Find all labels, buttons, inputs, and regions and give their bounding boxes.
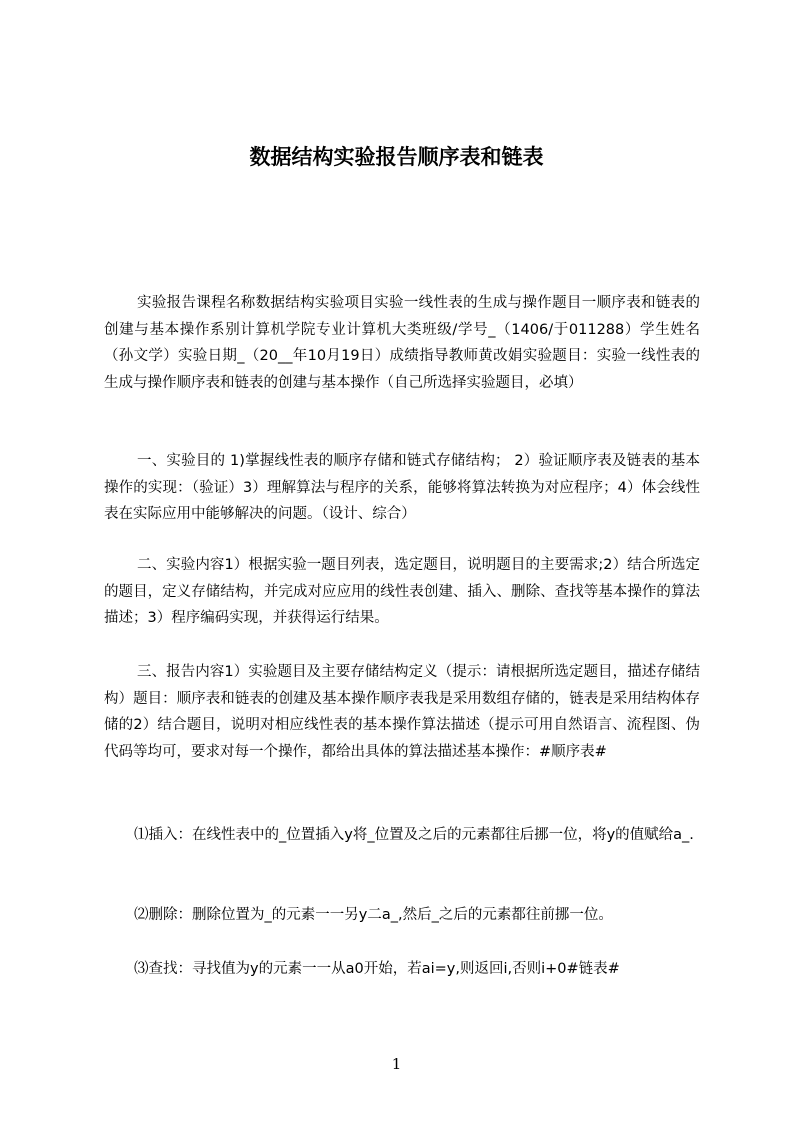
document-title: 数据结构实验报告顺序表和链表	[249, 145, 544, 169]
paragraph-search-operation: ⑶查找：寻找值为y的元素一一从a0开始，若ai=y,则返回i,否则i+0#链表#	[134, 961, 620, 977]
page-number: 1	[391, 1055, 402, 1073]
paragraph-experiment-content: 二、实验内容1）根据实验一题目列表，选定题目，说明题目的主要需求;2）结合所选定的题目，定义存储结构，并完成对应应用的线性表创建、插入、删除、查找等基本操作的算法描述；3）程序编码实现，并获得运行结果。	[104, 557, 700, 626]
paragraph-report-content: 三、报告内容1）实验题目及主要存储结构定义（提示：请根据所选定题目，描述存储结构）题目：顺序表和链表的创建及基本操作顺序表我是采用数组存储的，链表是采用结构体存储的2）结合题目，说明对相应线性表的基本操作算法描述（提示可用自然语言、流程图、伪代码等均可，要求对每一个操作，都给出具体的算法描述基本操作：#顺序表#	[104, 664, 700, 760]
paragraph-experiment-purpose: 一、实验目的 1)掌握线性表的顺序存储和链式存储结构； 2）验证顺序表及链表的基本操作的实现：（验证）3）理解算法与程序的关系，能够将算法转换为对应程序；4）体会线性表在实际应用中能够解决的问题。（设计、综合）	[104, 453, 700, 522]
paragraph-delete-operation: ⑵删除：删除位置为_的元素一一另y二a_,然后_之后的元素都往前挪一位。	[134, 907, 613, 923]
paragraph-report-header: 实验报告课程名称数据结构实验项目实验一线性表的生成与操作题目一顺序表和链表的创建与基本操作系别计算机学院专业计算机大类班级/学号_（1406/于011288）学生姓名（孙文学）实验日期_（20__年10月19日）成绩指导教师黄改娟实验题目：实验一线性表的生成与操作顺序表和链表的创建与基本操作（自己所选择实验题目，必填）	[104, 295, 700, 391]
paragraph-insert-operation: ⑴插入：在线性表中的_位置插入y将_位置及之后的元素都往后挪一位，将y的值赋给a_.	[134, 827, 694, 843]
